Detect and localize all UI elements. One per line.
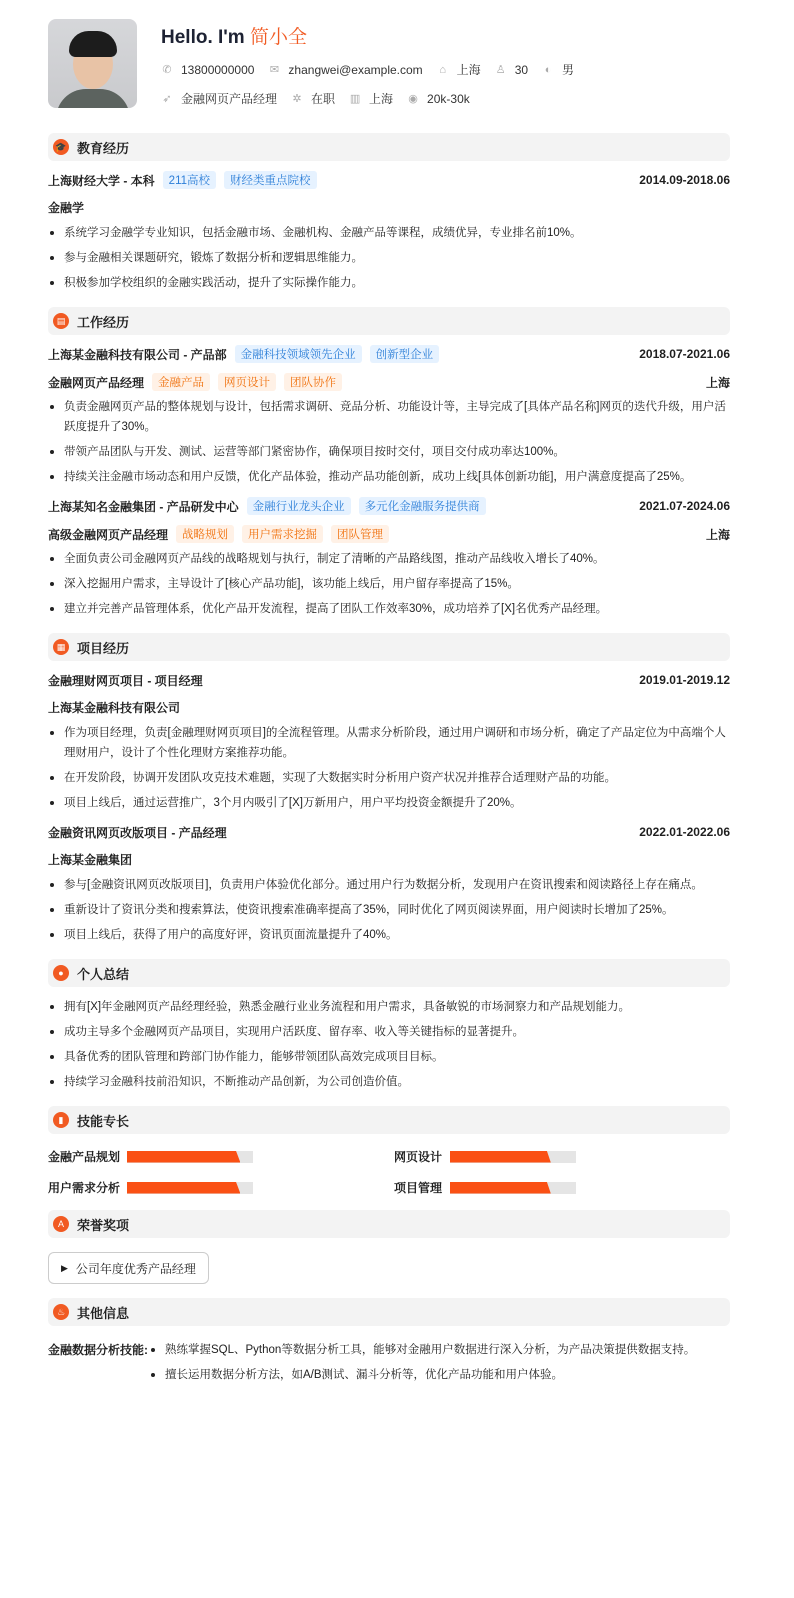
building-icon: ▥ bbox=[349, 93, 361, 105]
list-item: 全面负责公司金融网页产品线的战略规划与执行，制定了清晰的产品路线图，推动产品线收入增长了40%。 bbox=[48, 549, 730, 569]
email-icon: ✉ bbox=[269, 64, 280, 76]
company: 上海某知名金融集团 - 产品研发中心 bbox=[48, 499, 239, 514]
list-item: 拥有[X]年金融网页产品经理经验，熟悉金融行业业务流程和用户需求，具备敏锐的市场洞察力和产品规划能力。 bbox=[48, 997, 730, 1017]
project-org: 上海某金融集团 bbox=[48, 853, 133, 867]
award-name: 公司年度优秀产品经理 bbox=[75, 1261, 196, 1276]
list-item: 深入挖掘用户需求，主导设计了[核心产品功能]，该功能上线后，用户留存率提高了15%。 bbox=[48, 574, 730, 594]
triangle-right-icon: ▶ bbox=[61, 1262, 68, 1273]
date: 2019.01-2019.12 bbox=[639, 673, 730, 687]
skill-item bbox=[394, 1148, 730, 1165]
skill-bar bbox=[127, 1182, 253, 1194]
project-name: 金融理财网页项目 - 项目经理 bbox=[48, 673, 203, 688]
tag: 创新型企业 bbox=[370, 345, 440, 363]
hometown: 上海 bbox=[456, 63, 481, 77]
section-title: 技能专长 bbox=[77, 1113, 130, 1129]
phone: 13800000000 bbox=[181, 62, 255, 77]
tag: 多元化金融服务提供商 bbox=[359, 497, 486, 515]
list-item: 项目上线后，获得了用户的高度好评，资讯页面流量提升了40%。 bbox=[48, 925, 730, 945]
skill-item bbox=[48, 1148, 394, 1165]
skill-bar-fill bbox=[450, 1151, 551, 1163]
status: 在职 bbox=[311, 92, 336, 106]
list-item: 持续学习金融科技前沿知识，不断推动产品创新，为公司创造价值。 bbox=[48, 1072, 730, 1092]
section-title: 项目经历 bbox=[77, 640, 130, 656]
skill-name: 网页设计 bbox=[394, 1150, 443, 1164]
project-org: 上海某金融科技有限公司 bbox=[48, 701, 181, 715]
skill-bar bbox=[450, 1182, 576, 1194]
tag: 金融行业龙头企业 bbox=[247, 497, 351, 515]
skill-name: 金融产品规划 bbox=[48, 1150, 121, 1164]
tag: 金融产品 bbox=[152, 373, 210, 391]
award-item[interactable] bbox=[48, 1252, 209, 1284]
salary: 20k-30k bbox=[427, 91, 470, 106]
section-education bbox=[48, 133, 730, 161]
status-icon: ✲ bbox=[292, 93, 302, 105]
list-item: 建立并完善产品管理体系，优化产品开发流程，提高了团队工作效率30%，成功培养了[X]名优秀产品经理。 bbox=[48, 599, 730, 619]
section-title: 荣誉奖项 bbox=[77, 1217, 130, 1233]
date: 2014.09-2018.06 bbox=[639, 173, 730, 187]
skill-bar-fill bbox=[450, 1182, 551, 1194]
graduation-cap-icon: 🎓 bbox=[53, 139, 69, 155]
award-icon: A bbox=[53, 1216, 69, 1232]
section-title: 工作经历 bbox=[77, 314, 130, 330]
greeting-text: Hello. I'm bbox=[161, 27, 250, 48]
section-summary bbox=[48, 959, 730, 987]
section-work bbox=[48, 307, 730, 335]
briefcase-icon: ▤ bbox=[53, 313, 69, 329]
grid-icon: ▦ bbox=[53, 639, 69, 655]
list-item: 项目上线后，通过运营推广，3个月内吸引了[X]万新用户，用户平均投资金额提升了20%。 bbox=[48, 793, 730, 813]
gender-icon: ◐ bbox=[544, 63, 552, 76]
tag: 团队协作 bbox=[284, 373, 342, 391]
list-item: 熟练掌握SQL、Python等数据分析工具，能够对金融用户数据进行深入分析，为产品决策提供数据支持。 bbox=[149, 1340, 695, 1360]
tag: 网页设计 bbox=[218, 373, 276, 391]
resume-header bbox=[48, 19, 730, 119]
list-item: 作为项目经理，负责[金融理财网页项目]的全流程管理。从需求分析阶段，通过用户调研和市场分析，确定了产品定位为中高端个人理财用户，设计了个性化理财方案推荐功能。 bbox=[48, 723, 730, 763]
role: 高级金融网页产品经理 bbox=[48, 527, 169, 542]
tag: 财经类重点院校 bbox=[224, 171, 317, 189]
greeting bbox=[161, 22, 588, 49]
city: 上海 bbox=[369, 92, 394, 106]
skill-bar bbox=[127, 1151, 253, 1163]
company: 上海某金融科技有限公司 - 产品部 bbox=[48, 347, 227, 362]
date: 2021.07-2024.06 bbox=[639, 499, 730, 513]
flame-icon: ♨ bbox=[53, 1304, 69, 1320]
gender: 男 bbox=[562, 63, 575, 77]
tag: 用户需求挖掘 bbox=[242, 525, 323, 543]
list-item: 擅长运用数据分析方法，如A/B测试、漏斗分析等，优化产品功能和用户体验。 bbox=[149, 1365, 695, 1385]
skill-name: 用户需求分析 bbox=[48, 1181, 121, 1195]
list-item: 带领产品团队与开发、测试、运营等部门紧密协作，确保项目按时交付，项目交付成功率达100%。 bbox=[48, 442, 730, 462]
avatar bbox=[48, 19, 137, 108]
section-title: 教育经历 bbox=[77, 140, 130, 156]
salary-icon: ◉ bbox=[408, 93, 418, 105]
role: 金融网页产品经理 bbox=[48, 375, 145, 390]
user-icon: ● bbox=[53, 965, 69, 981]
school: 上海财经大学 - 本科 bbox=[48, 173, 155, 188]
tag: 团队管理 bbox=[331, 525, 389, 543]
list-item: 系统学习金融学专业知识，包括金融市场、金融机构、金融产品等课程，成绩优异，专业排名前10%。 bbox=[48, 223, 730, 243]
list-item: 在开发阶段，协调开发团队攻克技术难题，实现了大数据实时分析用户资产状况并推荐合适理财产品的功能。 bbox=[48, 768, 730, 788]
candidate-name: 简小全 bbox=[249, 27, 307, 48]
tag: 金融科技领域领先企业 bbox=[235, 345, 362, 363]
skill-item bbox=[394, 1179, 730, 1196]
send-icon: ➶ bbox=[162, 93, 172, 105]
tag: 战略规划 bbox=[176, 525, 234, 543]
skill-item bbox=[48, 1179, 394, 1196]
email: zhangwei@example.com bbox=[288, 62, 423, 77]
section-other bbox=[48, 1298, 730, 1326]
project-name: 金融资讯网页改版项目 - 产品经理 bbox=[48, 825, 227, 840]
age: 30 bbox=[514, 62, 529, 77]
section-title: 个人总结 bbox=[77, 966, 130, 982]
position: 金融网页产品经理 bbox=[181, 92, 278, 106]
list-item: 成功主导多个金融网页产品项目，实现用户活跃度、留存率、收入等关键指标的显著提升。 bbox=[48, 1022, 730, 1042]
section-awards bbox=[48, 1210, 730, 1238]
bar-chart-icon: ▮ bbox=[53, 1112, 69, 1128]
list-item: 持续关注金融市场动态和用户反馈，优化产品体验，推动产品功能创新，成功上线[具体创新功能]，用户满意度提高了25%。 bbox=[48, 467, 730, 487]
location: 上海 bbox=[705, 375, 730, 390]
tag: 211高校 bbox=[163, 171, 216, 189]
location: 上海 bbox=[705, 527, 730, 542]
date: 2022.01-2022.06 bbox=[639, 825, 730, 839]
section-title: 其他信息 bbox=[77, 1305, 130, 1321]
section-skills bbox=[48, 1106, 730, 1134]
skill-bar-fill bbox=[127, 1182, 240, 1194]
phone-icon: ✆ bbox=[162, 64, 172, 76]
list-item: 积极参加学校组织的金融实践活动，提升了实际操作能力。 bbox=[48, 273, 730, 293]
home-icon: ⌂ bbox=[439, 63, 446, 76]
date: 2018.07-2021.06 bbox=[639, 347, 730, 361]
skill-bar-fill bbox=[127, 1151, 240, 1163]
major: 金融学 bbox=[48, 201, 85, 215]
other-label: 金融数据分析技能: bbox=[48, 1343, 148, 1357]
list-item: 负责金融网页产品的整体规划与设计，包括需求调研、竞品分析、功能设计等，主导完成了[具体产品名称]网页的迭代升级，用户活跃度提升了30%。 bbox=[48, 397, 730, 437]
skill-name: 项目管理 bbox=[394, 1181, 443, 1195]
list-item: 具备优秀的团队管理和跨部门协作能力，能够带领团队高效完成项目目标。 bbox=[48, 1047, 730, 1067]
list-item: 重新设计了资讯分类和搜索算法，使资讯搜索准确率提高了35%，同时优化了网页阅读界面，用户阅读时长增加了25%。 bbox=[48, 900, 730, 920]
skill-bar bbox=[450, 1151, 576, 1163]
list-item: 参与[金融资讯网页改版项目]，负责用户体验优化部分。通过用户行为数据分析，发现用户在资讯搜索和阅读路径上存在痛点。 bbox=[48, 875, 730, 895]
section-projects bbox=[48, 633, 730, 661]
age-icon: ♙ bbox=[495, 64, 506, 76]
list-item: 参与金融相关课题研究，锻炼了数据分析和逻辑思维能力。 bbox=[48, 248, 730, 268]
